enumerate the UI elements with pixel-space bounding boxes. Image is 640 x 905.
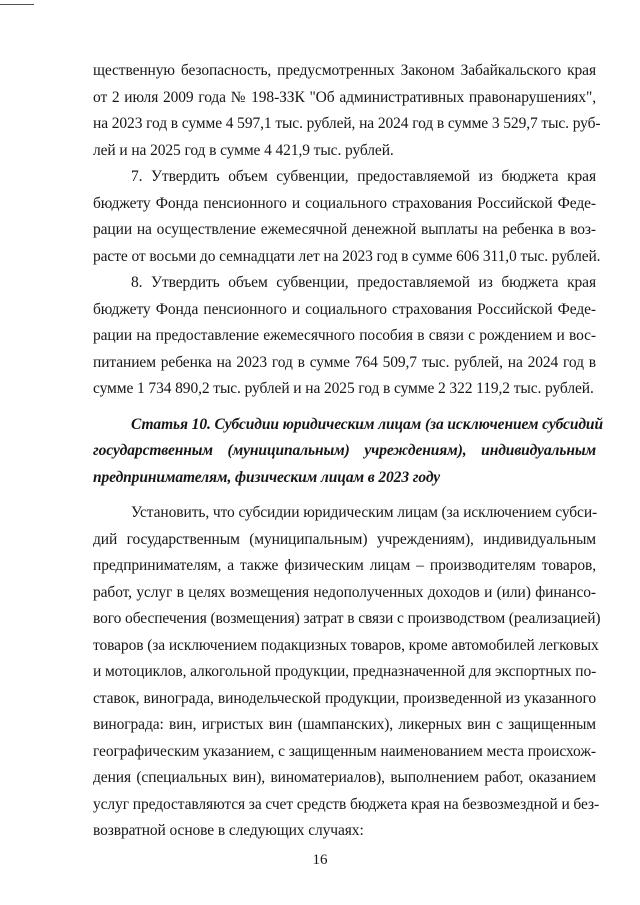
- page-number: 16: [312, 852, 328, 868]
- text-line: питанием ребенка на 2023 год в сумме 764 509,7 тыс. рублей, на 2024 год в: [93, 353, 596, 371]
- text-line: ставок, винограда, винодельческой продукции, произведенной из указанного: [93, 689, 596, 707]
- text-line: географическим указанием, с защищенным наименованием места происхож-: [93, 742, 596, 760]
- text-line: вого обеспечения (возмещения) затрат в связи с производством (реализацией): [93, 610, 601, 627]
- article-heading: предпринимателям, физическим лицам в 2023 году: [93, 468, 440, 486]
- text-line: бюджету Фонда пенсионного и социального страхования Российской Феде-: [93, 300, 596, 318]
- paragraph-7-start: 7. Утвердить объем субвенции, предоставляемой из бюджета края: [131, 168, 596, 185]
- text-line: от 2 июля 2009 года № 198-ЗЗК "Об административных правонарушениях",: [93, 88, 596, 106]
- article-heading: государственным (муниципальным) учреждениям), индивидуальным: [93, 442, 596, 459]
- text-line: сумме 1 734 890,2 тыс. рублей и на 2025 год в сумме 2 322 119,2 тыс. рублей.: [93, 380, 594, 397]
- text-line: рации на осуществление ежемесячной денежной выплаты на ребенка в воз-: [93, 221, 596, 238]
- text-line: расте от восьми до семнадцати лет на 2023 год в сумме 606 311,0 тыс. рублей.: [93, 247, 601, 265]
- text-line: дий государственным (муниципальным) учреждениям), индивидуальным: [93, 530, 596, 548]
- text-line: на 2023 год в сумме 4 597,1 тыс. рублей, на 2024 год в сумме 3 529,7 тыс. руб-: [93, 115, 601, 132]
- text-line: работ, услуг в целях возмещения недополученных доходов и (или) финансо-: [93, 583, 596, 601]
- text-line: бюджету Фонда пенсионного и социального страхования Российской Феде-: [93, 194, 596, 212]
- text-line: лей и на 2025 год в сумме 4 421,9 тыс. рублей.: [93, 141, 394, 159]
- text-line: возвратной основе в следующих случаях:: [93, 822, 364, 839]
- text-line: винограда: вин, игристых вин (шампанских), ликерных вин с защищенным: [93, 716, 596, 733]
- body-text: [93, 58, 603, 845]
- text-line: дения (специальных вин), виноматериалов), выполнением работ, оказанием: [93, 769, 596, 786]
- article-heading: Статья 10. Субсидии юридическим лицам (за исключением субсидий: [131, 415, 603, 433]
- text-line: и мотоциклов, алкогольной продукции, предназначенной для экспортных по-: [93, 663, 597, 680]
- text-line: товаров (за исключением подакцизных товаров, кроме автомобилей легковых: [93, 636, 599, 654]
- text-line: рации на предоставление ежемесячного пособия в связи с рождением и вос-: [93, 327, 596, 344]
- text-line: предпринимателям, а также физическим лицам – производителям товаров,: [93, 557, 596, 574]
- paragraph-8-start: 8. Утвердить объем субвенции, предоставляемой из бюджета края: [131, 274, 596, 291]
- scan-corner-mark: [0, 4, 34, 5]
- text-line: щественную безопасность, предусмотренных Законом Забайкальского края: [93, 62, 596, 79]
- paragraph-start: Установить, что субсидии юридическим лицам (за исключением субси-: [131, 504, 598, 521]
- text-line: услуг предоставляются за счет средств бюджета края на безвозмездной и без-: [93, 795, 600, 813]
